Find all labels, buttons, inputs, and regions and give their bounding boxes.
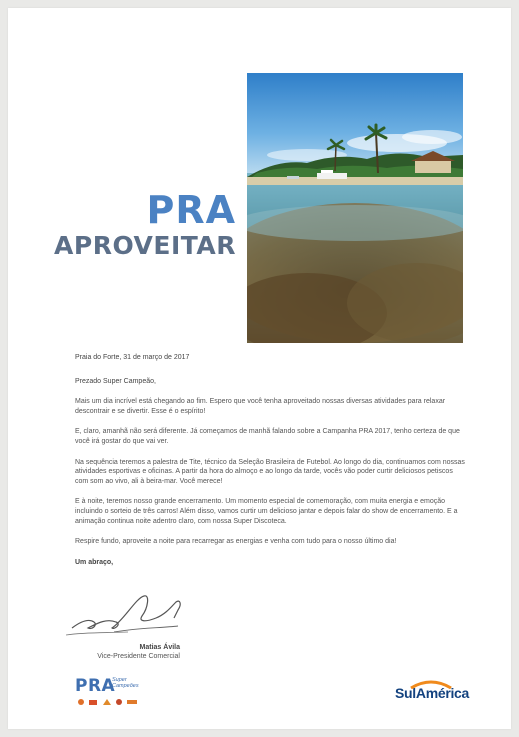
letter-paragraph: Na sequência teremos a palestra de Tite, técnico da Seleção Brasileira de Futebol. Ao longo do dia, continuamos com nossas atividades esportivas e oficinas. A partir da hora do almoço e ao longo da tarde, vocês vão poder curtir deliciosos petiscos com som ao vivo, ali à beira-mar. Você merece!	[75, 458, 465, 485]
letter-paragraph: E, claro, amanhã não será diferente. Já começamos de manhã falando sobre a Campanha PRA 2017, tenho certeza de que você irá gostar do que vai ver.	[75, 428, 460, 445]
signer-block	[75, 643, 180, 661]
beach-photo	[247, 73, 463, 343]
letter-paragraph: E à noite, teremos nosso grande encerramento. Um momento especial de comemoração, com muita energia e emoção incluindo o sorteio de três carros! Além disso, vamos curtir um delicioso jantar e depois falar do show de encerramento. E a animação continua noite adentro claro, com nossa Super Discoteca.	[75, 498, 458, 525]
letter-salutation: Prezado Super Campeão,	[75, 377, 156, 385]
pra-super-campeoes-logo	[75, 676, 145, 710]
letter-paragraph: Respire fundo, aproveite a noite para recarregar as energias e venha com tudo para o nosso último dia!	[75, 538, 397, 546]
hero-title-line1: PRA	[146, 188, 236, 232]
sulamerica-logo-text: SulAmérica	[395, 685, 470, 701]
pra-logo-subtitle: Super Campeões	[112, 677, 139, 689]
letter-date: Praia do Forte, 31 de março de 2017	[75, 354, 190, 361]
letter-closing: Um abraço,	[75, 558, 114, 566]
signer-title: Vice-Presidente Comercial	[97, 653, 180, 660]
sulamerica-logo	[395, 685, 469, 701]
sulamerica-arc-icon	[409, 679, 453, 689]
letter-paragraph: Mais um dia incrível está chegando ao fim. Espero que você tenha aproveitado nossas diversas atividades para relaxar descontrair e se divertir. Esse é o espírito!	[75, 398, 446, 415]
pra-logo-text: PRA	[75, 676, 116, 696]
hero-title-line2: APROVEITAR	[54, 231, 236, 260]
pra-logo-icons	[77, 698, 141, 706]
letter-body	[75, 353, 467, 567]
handwritten-signature	[66, 588, 226, 648]
signer-name: Matias Ávila	[139, 644, 180, 651]
hero-title	[54, 188, 236, 261]
